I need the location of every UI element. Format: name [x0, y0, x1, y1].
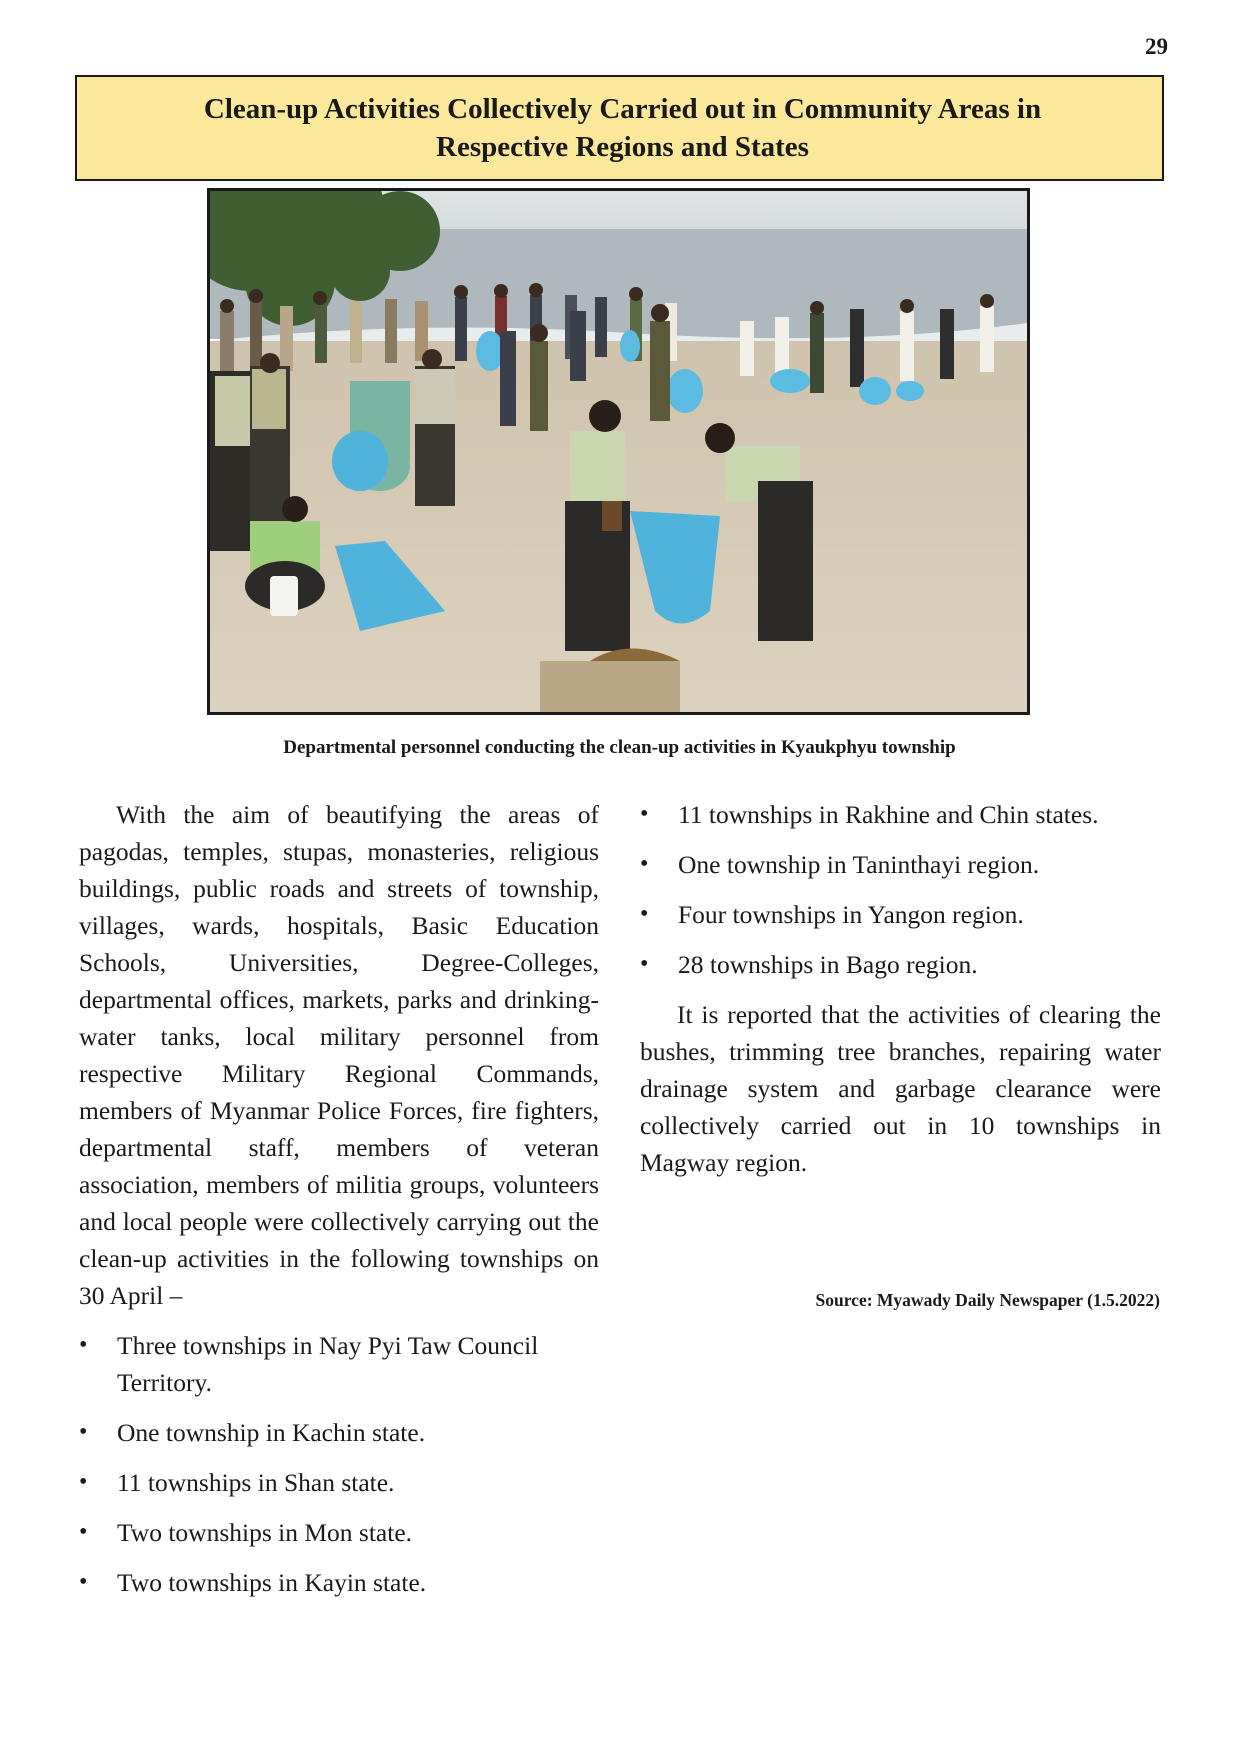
list-item: • 28 townships in Bago region.	[640, 946, 1161, 983]
list-item: • Two townships in Kayin state.	[79, 1564, 599, 1601]
list-item: • One township in Kachin state.	[79, 1414, 599, 1451]
photo-caption: Departmental personnel conducting the clean-up activities in Kyaukphyu township	[283, 737, 956, 758]
beach-cleanup-photo	[207, 188, 1030, 715]
left-column	[79, 796, 599, 1614]
right-column	[640, 796, 1161, 1181]
list-item: • Four townships in Yangon region.	[640, 896, 1161, 933]
front-woman-center	[565, 400, 630, 651]
list-item: • Two townships in Mon state.	[79, 1514, 599, 1551]
photo-illustration	[210, 191, 1027, 712]
source-credit: Source: Myawady Daily Newspaper (1.5.2022)	[815, 1290, 1160, 1310]
title-banner	[75, 75, 1164, 181]
title-line-2: Respective Regions and States	[436, 131, 809, 163]
title-line-1: Clean-up Activities Collectively Carried out in Community Areas in	[203, 93, 1042, 125]
list-item: • 11 townships in Rakhine and Chin states.	[640, 796, 1161, 833]
intro-paragraph: With the aim of beautifying the areas of pagodas, temples, stupas, monasteries, religious buildings, public roads and streets of township, villages, wards, hospitals, Basic Education Schools, Universities, Degree-Colleges, departmental offices, markets, parks and drinking-water tanks, local military personnel from respective Military Regional Commands, members of Myanmar Police Forces, fire fighters, departmental staff, members of veteran association, members of militia groups, volunteers and local people were collectively carrying out the clean-up activities in the following townships on 30 April –	[79, 800, 599, 1310]
township-list-left	[79, 1327, 599, 1601]
list-item: • Three townships in Nay Pyi Taw Council Territory.	[79, 1327, 599, 1401]
list-item: • One township in Taninthayi region.	[640, 846, 1161, 883]
front-foreground	[540, 661, 680, 712]
township-list-right	[640, 796, 1161, 983]
list-item: • 11 townships in Shan state.	[79, 1464, 599, 1501]
page-number: 29	[1145, 34, 1168, 59]
closing-paragraph: It is reported that the activities of clearing the bushes, trimming tree branches, repairing water drainage system and garbage clearance were collectively carried out in 10 townships in Magway region.	[640, 1000, 1161, 1177]
